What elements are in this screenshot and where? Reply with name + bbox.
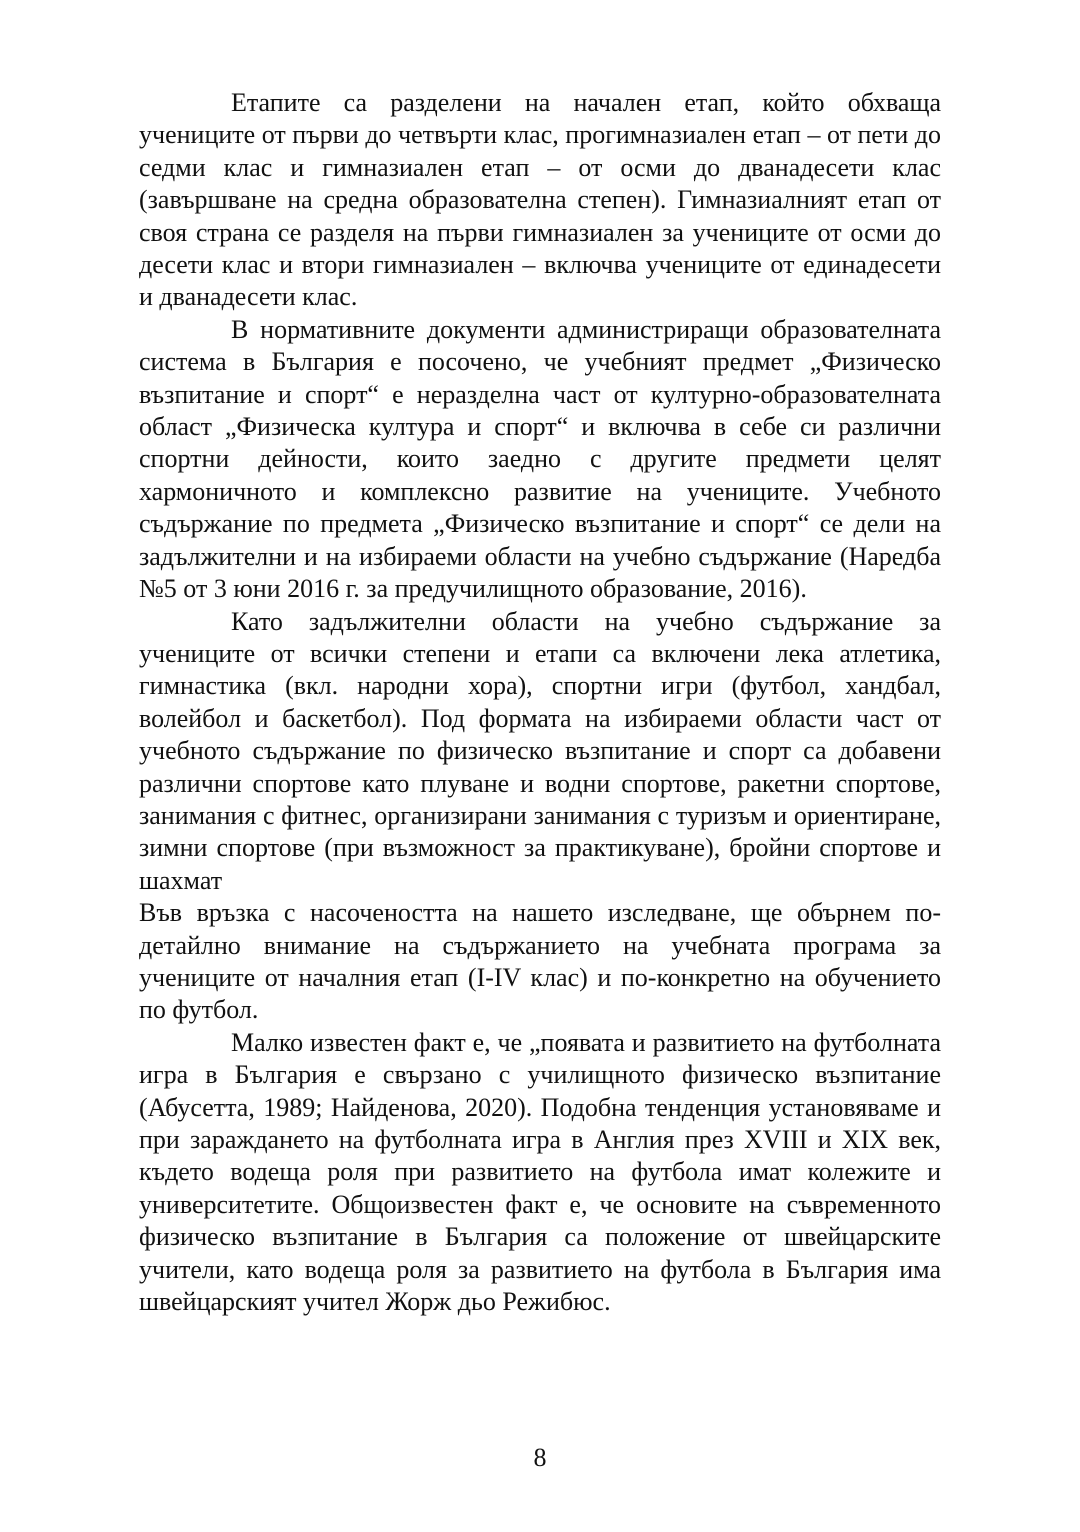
document-body: [139, 87, 941, 1318]
paragraph-mandatory-areas: Като задължителни области на учебно съдържание за учениците от всички степени и етапи са включени лека атлетика, гимнастика (вкл. народни хора), спортни игри (футбол, хандбал, волейбол и баскетбол). Под формата на избираеми области част от учебното съдържание по физическо възпитание и спорт са добавени различни спортове като плуване и водни спортове, ракетни спортове, занимания с фитнес, организирани занимания с туризъм и ориентиране, зимни спортове (при възможност за практикуване), бройни спортове и шахмат: [139, 606, 941, 895]
paragraph-football-history: Малко известен факт е, че „появата и развитието на футболната игра в България е свързано с училищното физическо възпитание (Абусетта, 1989; Найденова, 2020). Подобна тенденция установяваме и при зараждането на футболната игра в Англия през XVIII и XIX век, където водеща роля при развитието на футбола имат колежите и университетите. Общоизвестен факт е, че основите на съвременното физическо възпитание в България са положение от швейцарските учители, като водеща роля за развитието на футбола в България има швейцарският учител Жорж дьо Режибюс.: [139, 1027, 941, 1317]
paragraph-research-focus: Във връзка с насочеността на нашето изследване, ще обърнем по-детайлно внимание на съдържанието на учебната програма за учениците от началния етап (I-IV клас) и по-конкретно на обучението по футбол.: [139, 898, 941, 1025]
page-number: 8: [533, 1443, 547, 1472]
paragraph-normative-documents: В нормативните документи администриращи образователната система в България е посочено, че учебният предмет „Физическо възпитание и спорт“ е неразделна част от културно-образователната област „Физическа култура и спорт“ и включва в себе си различни спортни дейности, които заедно с другите предмети целят хармоничното и комплексно развитие на учениците. Учебното съдържание по предмета „Физическо възпитание и спорт“ се дели на задължителни и на избираеми области на учебно съдържание (Наредба №5 от 3 юни 2016 г. за предучилищното образование, 2016).: [139, 314, 941, 604]
paragraph-stages: Етапите са разделени на начален етап, който обхваща учениците от първи до четвърти клас, прогимназиален етап – от пети до седми клас и гимназиален етап – от осми до дванадесети клас (завършване на средна образователна степен). Гимназиалният етап от своя страна се разделя на първи гимназиален за учениците от осми до десети клас и втори гимназиален – включва учениците от единадесети и дванадесети клас.: [139, 88, 941, 312]
